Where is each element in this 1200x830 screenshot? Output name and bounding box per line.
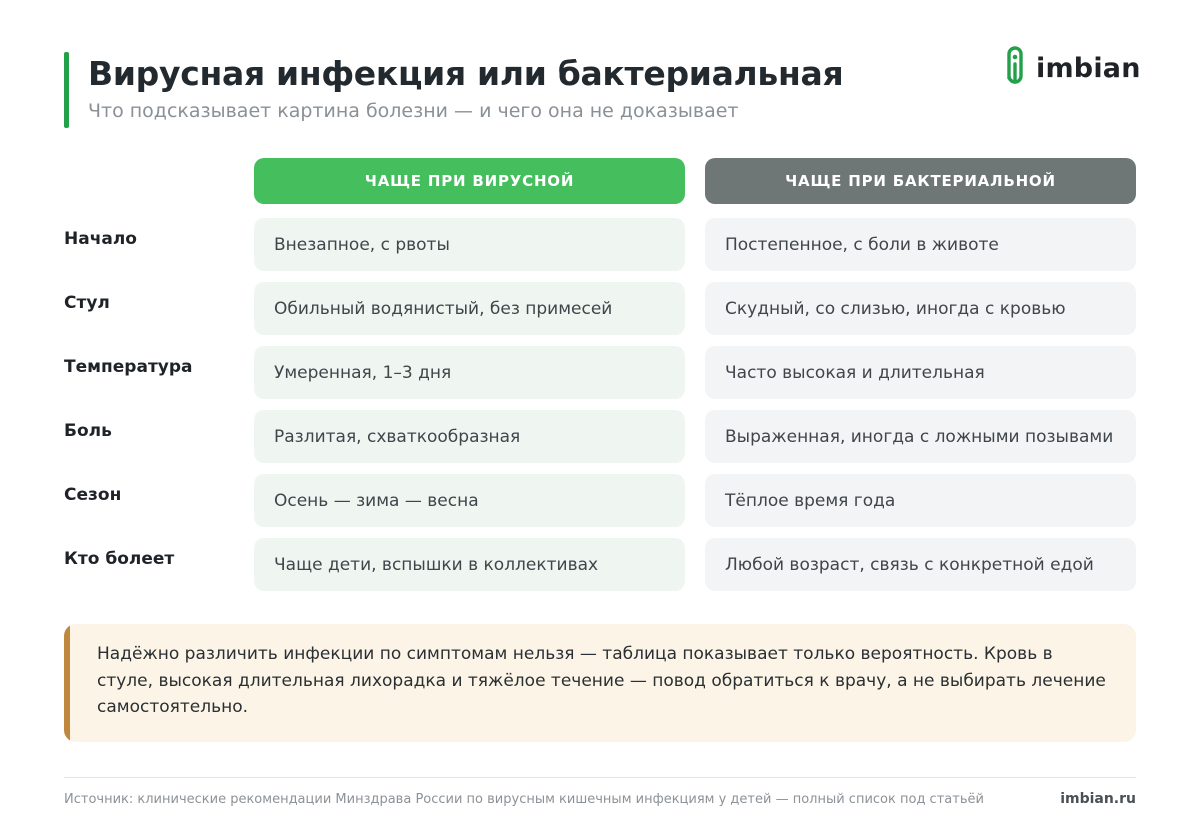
cell-viral-temperature: Умеренная, 1–3 дня [254,346,685,399]
cell-bacterial-temperature: Часто высокая и длительная [705,346,1136,399]
cell-bacterial-who-gets-sick: Любой возраст, связь с конкретной едой [705,538,1136,591]
brand-logo[interactable] [1004,46,1141,90]
cell-bacterial-onset: Постепенное, с боли в животе [705,218,1136,271]
paperclip-i-icon [1004,44,1026,92]
warning-note [64,624,1136,742]
row-label-pain: Боль [64,421,112,441]
column-header-bacterial: ЧАЩЕ ПРИ БАКТЕРИАЛЬНОЙ [705,158,1136,204]
page-title: Вирусная инфекция или бактериальная [88,54,844,93]
row-label-onset: Начало [64,229,137,249]
cell-viral-pain: Разлитая, схваткообразная [254,410,685,463]
cell-viral-onset: Внезапное, с рвоты [254,218,685,271]
footer-divider [64,777,1136,778]
column-header-viral: ЧАЩЕ ПРИ ВИРУСНОЙ [254,158,685,204]
note-accent-bar [64,624,70,742]
title-accent-bar [64,52,69,128]
row-label-temperature: Температура [64,357,193,377]
cell-bacterial-pain: Выраженная, иногда с ложными позывами [705,410,1136,463]
row-label-who-gets-sick: Кто болеет [64,549,175,569]
page-subtitle: Что подсказывает картина болезни — и чего она не доказывает [88,100,739,122]
cell-bacterial-season: Тёплое время года [705,474,1136,527]
cell-viral-stool: Обильный водянистый, без примесей [254,282,685,335]
footer-site-link[interactable]: imbian.ru [1060,791,1136,807]
footer-source: Источник: клинические рекомендации Минздрава России по вирусным кишечным инфекциям у детей — полный список под статьёй [64,792,984,807]
row-label-season: Сезон [64,485,122,505]
note-text: Надёжно различить инфекции по симптомам нельзя — таблица показывает только вероятность. Кровь в стуле, высокая длительная лихорадка и тяжёлое течение — повод обратиться к врачу, а не выбирать лечение самостоятельно. [97,644,1106,717]
cell-bacterial-stool: Скудный, со слизью, иногда с кровью [705,282,1136,335]
cell-viral-season: Осень — зима — весна [254,474,685,527]
cell-viral-who-gets-sick: Чаще дети, вспышки в коллективах [254,538,685,591]
row-label-stool: Стул [64,293,110,313]
brand-name: imbian [1036,52,1141,84]
